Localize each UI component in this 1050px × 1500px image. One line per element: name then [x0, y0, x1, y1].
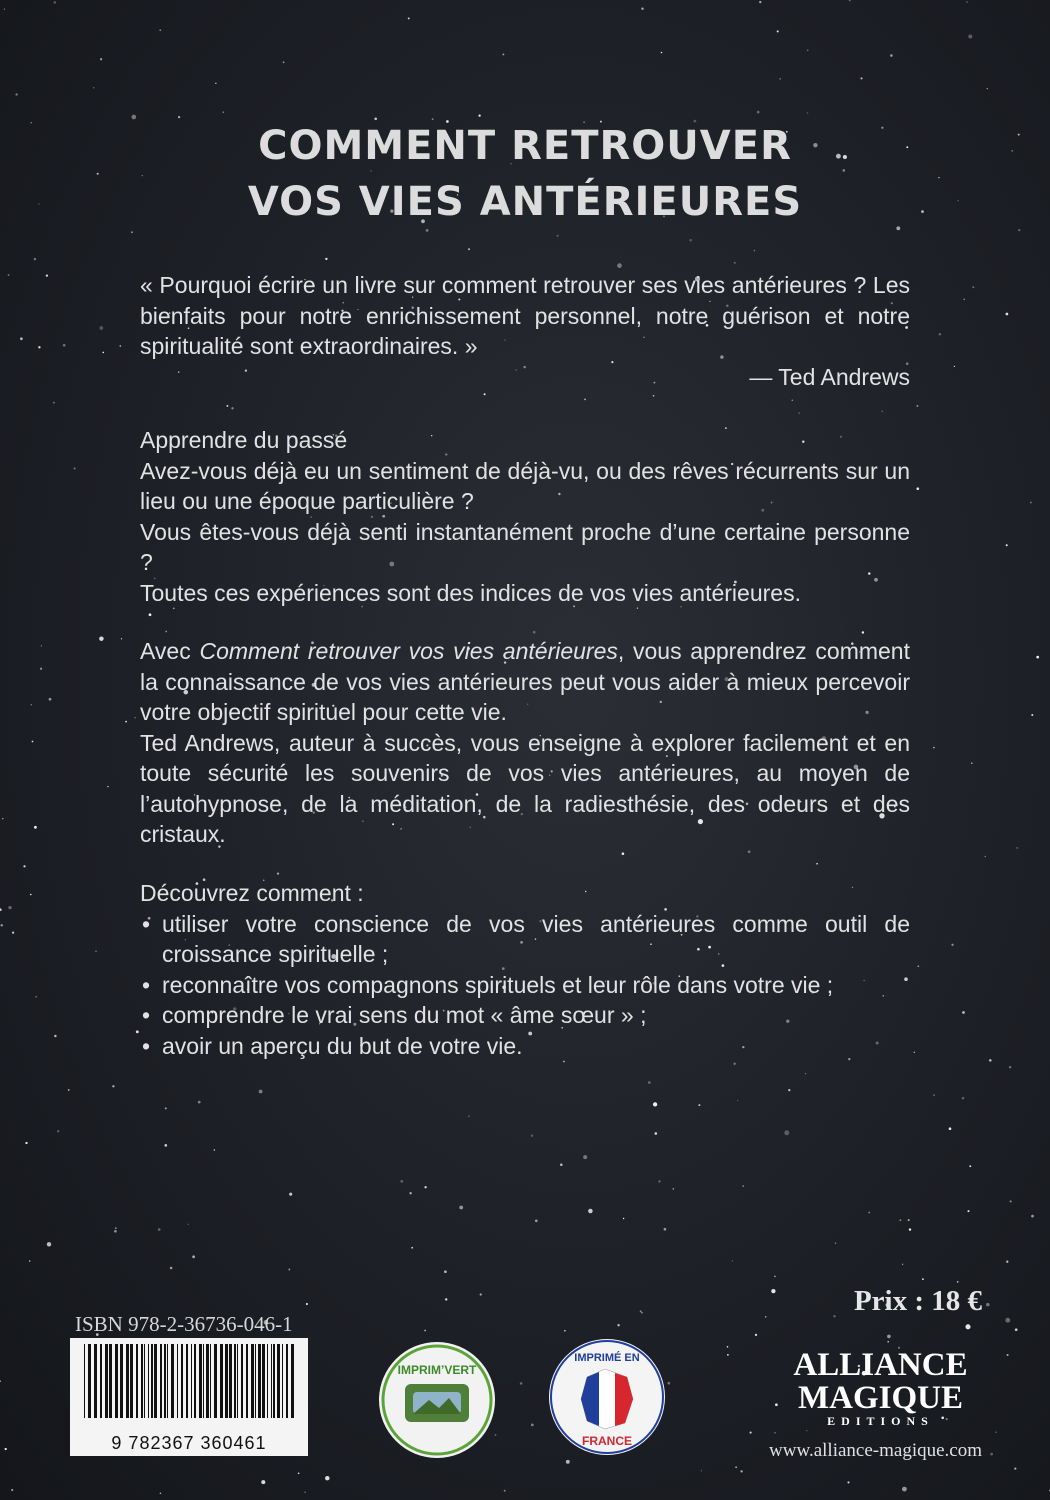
bullet-icon: • [142, 1032, 151, 1059]
discover-section [140, 878, 910, 1061]
list-item [140, 1031, 910, 1062]
bullet-icon: • [142, 1002, 151, 1028]
description-rest: , vous apprendrez comment la connaissance de vos vies antérieures peut vous aider à mieux percevoir votre objectif spirituel pour cette vie. [140, 638, 910, 725]
bullet-icon: • [142, 910, 151, 937]
quote-text: « Pourquoi écrire un livre sur comment retrouver ses vies antérieures ? Les bienfaits pour notre enrichissement personnel, notre guérison et notre spiritualité sont extraordinaires. » [140, 272, 910, 359]
list-item-text: avoir un aperçu du but de votre vie. [162, 1032, 523, 1059]
list-item [140, 970, 910, 1001]
france-text: FRANCE [582, 1434, 632, 1448]
bullet-icon: • [142, 971, 151, 998]
barcode-bars [70, 1342, 308, 1438]
description-paragraph-1 [140, 636, 910, 728]
imprime-en-text: IMPRIMÉ EN [574, 1352, 640, 1364]
description-section [140, 636, 910, 850]
description-prefix: Avec [140, 638, 200, 664]
publisher-line-2: MAGIQUE [798, 1380, 963, 1416]
learn-paragraph-3: Toutes ces expériences sont des indices de vos vies antérieures. [140, 579, 801, 606]
imprim-vert-text: IMPRIM’VERT [397, 1363, 477, 1377]
title-line-1: COMMENT RETROUVER [258, 123, 792, 169]
publisher-line-3: EDITIONS [827, 1414, 934, 1428]
book-title [0, 118, 1050, 230]
learn-heading: Apprendre du passé [140, 427, 348, 453]
description-book-title: Comment retrouver vos vies antérieures [199, 638, 618, 664]
quote-author: — Ted Andrews [749, 363, 910, 390]
quote-block [140, 270, 910, 392]
title-line-2: VOS VIES ANTÉRIEURES [247, 179, 803, 225]
list-item-text: comprendre le vrai sens du mot « âme sœur » ; [162, 1002, 647, 1028]
learn-section [140, 425, 910, 608]
barcode-number: 9 782367 360461 [111, 1433, 267, 1453]
discover-heading: Découvrez comment : [140, 880, 364, 906]
list-item [140, 1000, 910, 1031]
publisher-line-1: ALLIANCE [793, 1347, 968, 1383]
learn-paragraph-1: Avez-vous déjà eu un sentiment de déjà-vu, ou des rêves récurrents sur un lieu ou une époque particulière ? [140, 457, 910, 514]
imprime-en-france-logo [547, 1337, 667, 1457]
discover-list [140, 909, 910, 1062]
barcode [70, 1338, 308, 1456]
list-item [140, 909, 910, 970]
description-paragraph-2: Ted Andrews, auteur à succès, vous enseigne à explorer facilement et en toute sécurité les souvenirs de vos vies antérieures, au moyen de l’autohypnose, de la méditation, de la radiesthésie, des odeurs et des cristaux. [140, 729, 910, 847]
imprim-vert-logo [377, 1340, 497, 1460]
learn-paragraph-2: Vous êtes-vous déjà senti instantanément proche d’une certaine personne ? [140, 518, 910, 575]
isbn-label: ISBN 978-2-36736-046-1 [75, 1312, 293, 1336]
price-label: Prix : 18 € [853, 1285, 982, 1317]
list-item-text: utiliser votre conscience de vos vies antérieures comme outil de croissance spirituelle ; [162, 910, 910, 967]
publisher-logo [778, 1348, 983, 1428]
publisher-website: www.alliance-magique.com [769, 1440, 982, 1461]
list-item-text: reconnaître vos compagnons spirituels et leur rôle dans votre vie ; [162, 971, 834, 998]
